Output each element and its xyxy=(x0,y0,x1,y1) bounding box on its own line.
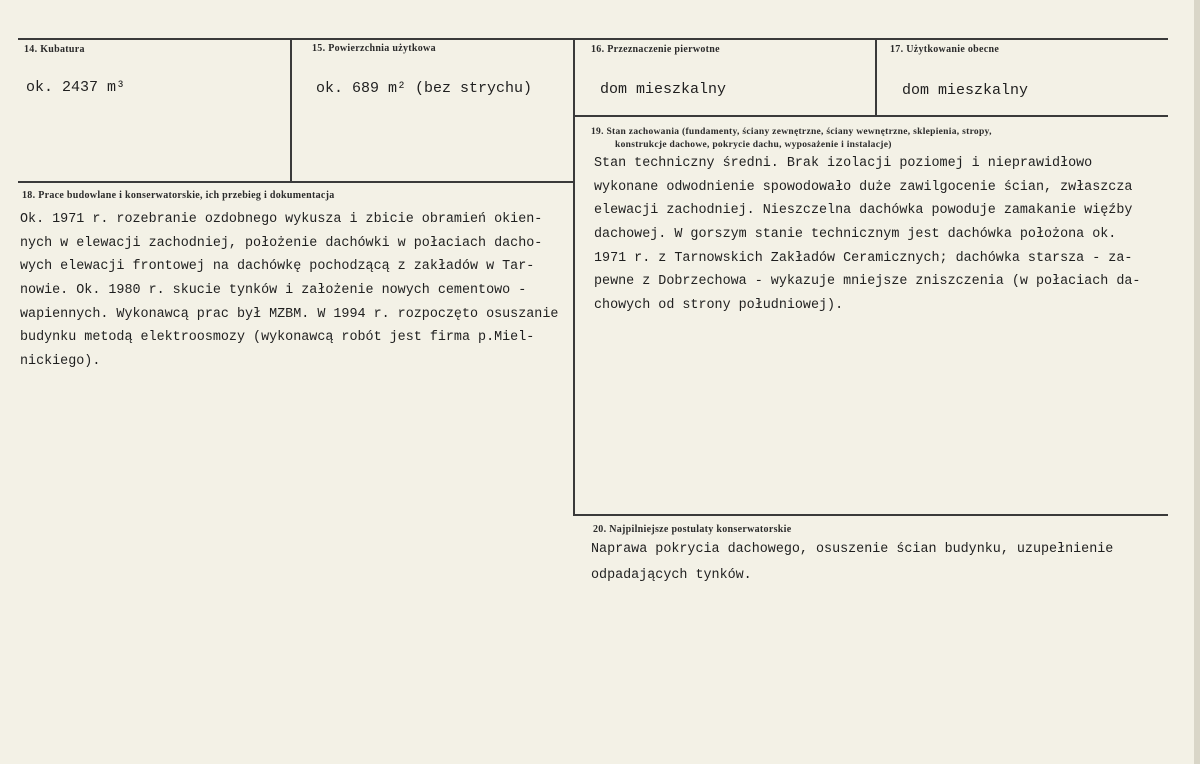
divider-15-16 xyxy=(573,38,575,516)
field-19-line: elewacji zachodniej. Nieszczelna dachówka powoduje zamakanie więźby xyxy=(594,203,1133,219)
field-18-line: Ok. 1971 r. rozebranie ozdobnego wykusza i zbicie obramień okien- xyxy=(20,212,543,227)
field-19-text xyxy=(594,152,1140,318)
field-19-line: dachowej. W gorszym stanie technicznym jest dachówka położona ok. xyxy=(594,227,1117,243)
field-19-line: 1971 r. z Tarnowskich Zakładów Ceramicznych; dachówka starsza - za- xyxy=(594,250,1133,266)
field-15-value: ok. 689 m² (bez strychu) xyxy=(316,80,533,97)
field-19-label: 19. Stan zachowania (fundamenty, ściany zewnętrzne, ściany wewnętrzne, sklepienia, stropy, xyxy=(591,127,992,137)
field-18-line: nowie. Ok. 1980 r. skucie tynków i założenie nowych cementowo - xyxy=(20,283,527,299)
field-18-line: wapiennych. Wykonawcą prac był MZBM. W 1994 r. rozpoczęto osuszanie xyxy=(20,306,559,322)
rule-under-16-17 xyxy=(573,115,1168,117)
field-19-label-cont: konstrukcje dachowe, pokrycie dachu, wyposażenie i instalacje) xyxy=(615,140,892,150)
field-20-text xyxy=(591,537,1113,589)
field-19-line: chowych od strony południowej). xyxy=(594,298,844,314)
divider-16-17 xyxy=(875,38,877,116)
field-20-line: odpadających tynków. xyxy=(591,568,752,583)
field-14-value: ok. 2437 m³ xyxy=(26,79,126,96)
rule-above-20 xyxy=(573,514,1168,516)
field-18-label: 18. Prace budowlane i konserwatorskie, ich przebieg i dokumentacja xyxy=(22,190,335,201)
field-18-line: nickiego). xyxy=(20,354,101,370)
field-17-label: 17. Użytkowanie obecne xyxy=(890,44,1000,55)
field-19-line: wykonane odwodnienie spowodowało duże zawilgocenie ścian, zwłaszcza xyxy=(594,179,1133,195)
top-rule xyxy=(18,38,1168,40)
divider-14-15 xyxy=(290,38,292,182)
field-16-label: 16. Przeznaczenie pierwotne xyxy=(591,44,720,55)
field-18-line: wych elewacji frontowej na dachówkę pochodzącą z zakładów w Tar- xyxy=(20,259,535,275)
field-20-line: Naprawa pokrycia dachowego, osuszenie ścian budynku, uzupełnienie xyxy=(591,542,1114,557)
field-19-line: Stan techniczny średni. Brak izolacji poziomej i nieprawidłowo xyxy=(594,156,1093,171)
field-18-line: budynku metodą elektroosmozy (wykonawcą robót jest firma p.Miel- xyxy=(20,330,535,346)
field-17-value: dom mieszkalny xyxy=(902,82,1029,99)
field-20-label: 20. Najpilniejsze postulaty konserwatorskie xyxy=(593,524,792,535)
field-15-label: 15. Powierzchnia użytkowa xyxy=(312,43,436,54)
field-19-line: pewne z Dobrzechowa - wykazuje mniejsze zniszczenia (w połaciach da- xyxy=(594,274,1141,290)
field-16-value: dom mieszkalny xyxy=(600,81,727,98)
field-14-label: 14. Kubatura xyxy=(24,44,85,55)
rule-above-18 xyxy=(18,181,574,183)
card-edge xyxy=(1194,0,1200,764)
field-18-text xyxy=(20,208,558,374)
field-18-line: nych w elewacji zachodniej, położenie dachówki w połaciach dacho- xyxy=(20,235,543,251)
